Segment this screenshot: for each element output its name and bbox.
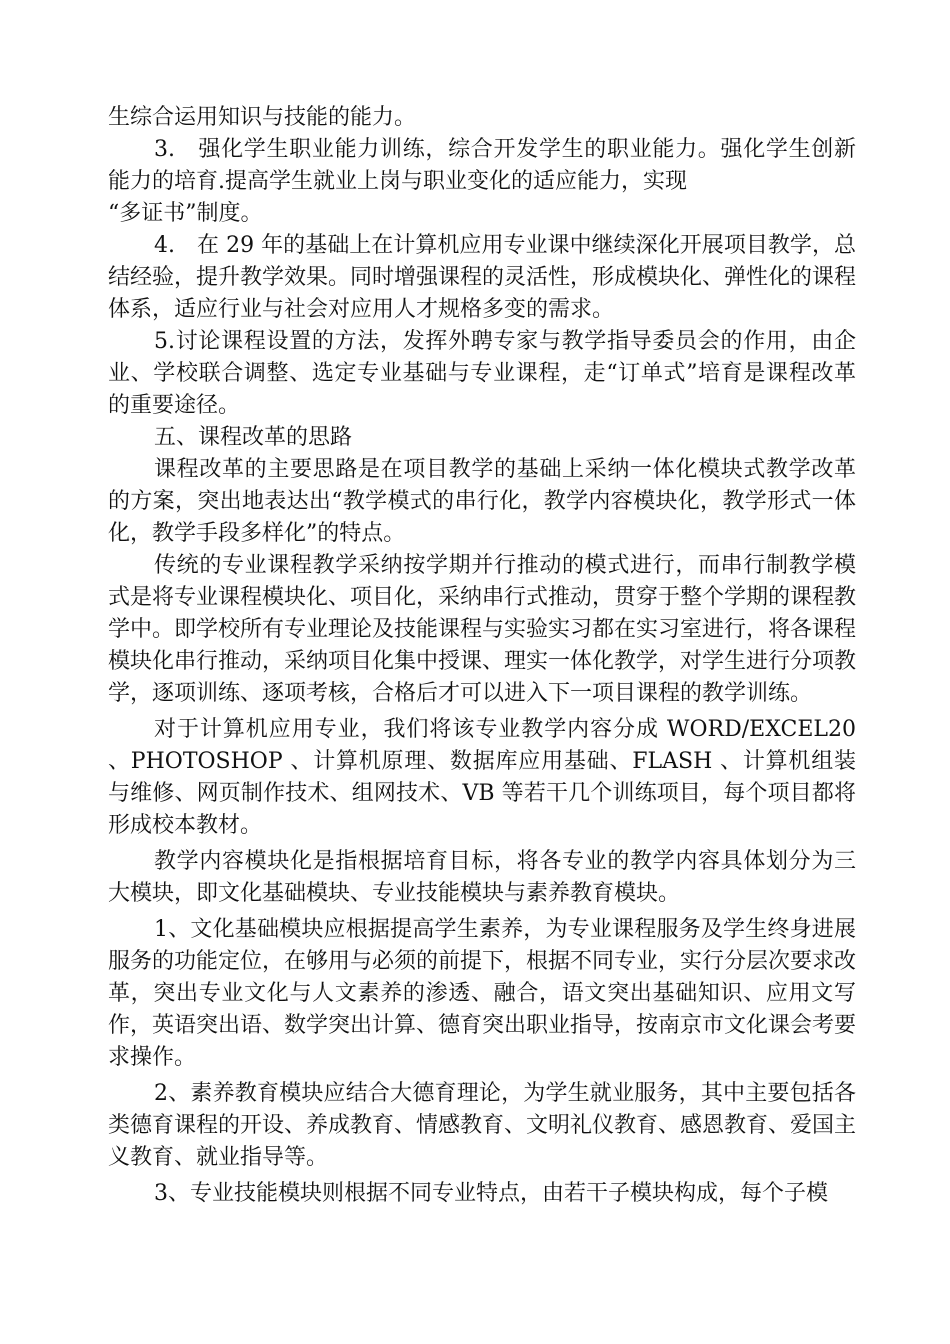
paragraph-item-4: 4. 在 29 年的基础上在计算机应用专业课中继续深化开展项目教学，总结经验，提升教学效果。同时增强课程的灵活性，形成模块化、弹性化的课程体系，适应行业与社会对应用人才规格多变的需求。 — [108, 233, 857, 322]
paragraph-module-3: 3、专业技能模块则根据不同专业特点，由若干子模块构成，每个子模 — [154, 1181, 828, 1206]
paragraph-continuation: 生综合运用知识与技能的能力。 — [108, 105, 417, 130]
paragraph-modularization: 教学内容模块化是指根据培育目标，将各专业的教学内容具体划分为三大模块，即文化基础模块、专业技能模块与素养教育模块。 — [108, 849, 856, 906]
paragraph-item-3-tail: “多证书”制度。 — [108, 201, 263, 226]
paragraph-traditional-teaching: 传统的专业课程教学采纳按学期并行推动的模式进行，而串行制教学模式是将专业课程模块化、项目化，采纳串行式推动，贯穿于整个学期的课程教学中。即学校所有专业理论及技能课程与实验实习都在实习室进行，将各课程模块化串行推动，采纳项目化集中授课、理实一体化教学，对学生进行分项教学，逐项训练、逐项考核，合格后才可以进入下一项目课程的教学训练。 — [108, 553, 857, 706]
paragraph-item-5: 5.讨论课程设置的方法，发挥外聘专家与教学指导委员会的作用，由企业、学校联合调整、选定专业基础与专业课程，走“订单式”培育是课程改革的重要途径。 — [108, 329, 856, 418]
paragraph-module-1: 1、文化基础模块应根据提高学生素养，为专业课程服务及学生终身进展服务的功能定位，在够用与必须的前提下，根据不同专业，实行分层次要求改革，突出专业文化与人文素养的渗透、融合，语文突出基础知识、应用文写作，英语突出语、数学突出计算、德育突出职业指导，按南京市文化课会考要求操作。 — [108, 917, 857, 1070]
paragraph-module-2: 2、素养教育模块应结合大德育理论，为学生就业服务，其中主要包括各类德育课程的开设、养成教育、情感教育、文明礼仪教育、感恩教育、爱国主义教育、就业指导等。 — [108, 1081, 857, 1170]
paragraph-computer-major: 对于计算机应用专业，我们将该专业教学内容分成 WORD/EXCEL20 、PHOTOSHOP 、计算机原理、数据库应用基础、FLASH 、计算机组装与维修、网页制作技术、组网技术、VB 等若干几个训练项目，每个项目都将形成校本教材。 — [108, 717, 856, 838]
section-heading: 五、课程改革的思路 — [154, 425, 353, 450]
paragraph-item-3: 3. 强化学生职业能力训练，综合开发学生的职业能力。强化学生创新能力的培育.提高学生就业上岗与职业变化的适应能力，实现 — [108, 137, 856, 194]
document-body — [108, 102, 856, 1210]
paragraph-main-idea: 课程改革的主要思路是在项目教学的基础上采纳一体化模块式教学改革的方案，突出地表达出“教学模式的串行化，教学内容模块化，教学形式一体化，教学手段多样化”的特点。 — [108, 457, 856, 546]
